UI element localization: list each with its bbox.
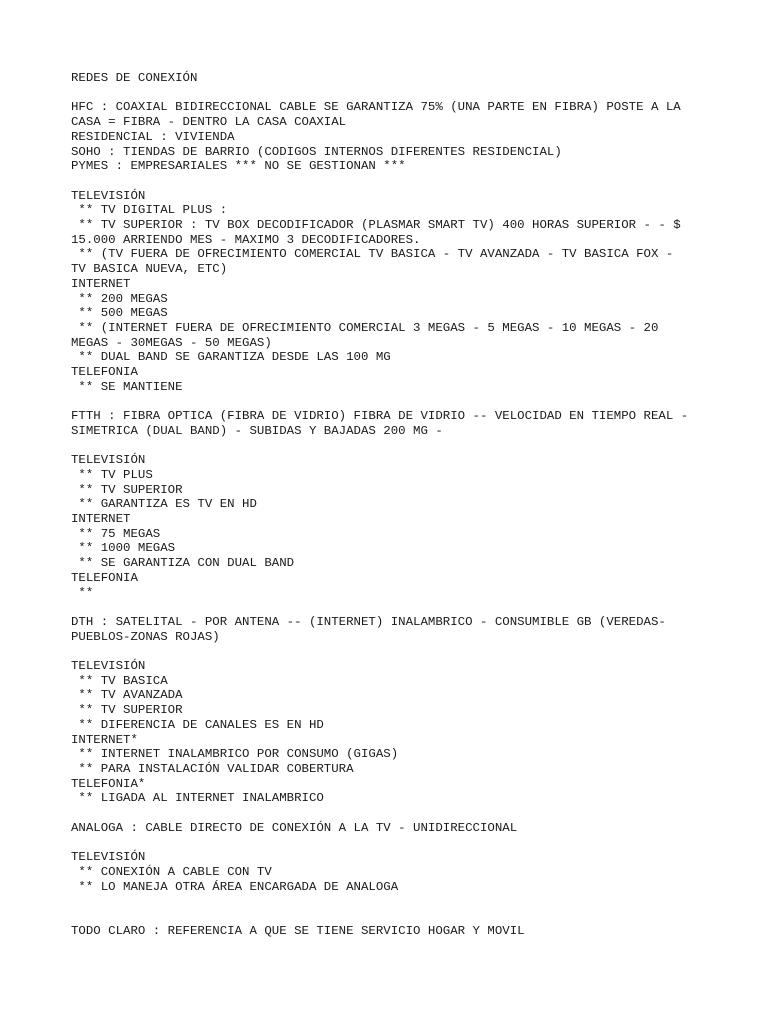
dth-heading-line-1: DTH : SATELITAL - POR ANTENA -- (INTERNET) INALAMBRICO - CONSUMIBLE GB (VEREDAS-: [71, 614, 666, 629]
dth-internet-item: ** PARA INSTALACIÓN VALIDAR COBERTURA: [71, 761, 354, 776]
ftth-internet-item: ** SE GARANTIZA CON DUAL BAND: [71, 556, 295, 571]
hfc-tv-item: ** TV SUPERIOR : TV BOX DECODIFICADOR (PLASMAR SMART TV) 400 HORAS SUPERIOR - - $: [71, 218, 681, 232]
dth-tv-label: TELEVISIÓN: [71, 659, 146, 674]
hfc-segment-pymes: PYMES : EMPRESARIALES *** NO SE GESTIONAN ***: [71, 159, 406, 174]
hfc-telefonia-label: TELEFONIA: [71, 365, 138, 380]
ftth-internet-label: INTERNET: [71, 512, 131, 527]
ftth-heading-line-2: SIMETRICA (DUAL BAND) - SUBIDAS Y BAJADAS 200 MG -: [71, 423, 443, 438]
ftth-tv-item: ** TV PLUS: [71, 467, 153, 482]
section-dth: [71, 615, 711, 806]
dth-internet-label: INTERNET*: [71, 732, 138, 747]
hfc-segment-soho: SOHO : TIENDAS DE BARRIO (CODIGOS INTERNOS DIFERENTES RESIDENCIAL): [71, 144, 562, 159]
ftth-tv-label: TELEVISIÓN: [71, 453, 146, 468]
dth-tv-item: ** DIFERENCIA DE CANALES ES EN HD: [71, 717, 324, 732]
dth-telefonia-label: TELEFONIA*: [71, 776, 146, 791]
hfc-internet-item: ** 200 MEGAS: [71, 291, 168, 306]
hfc-tv-item: ** (TV FUERA DE OFRECIMIENTO COMERCIAL TV BASICA - TV AVANZADA - TV BASICA FOX -: [71, 247, 674, 262]
dth-tv-item: ** TV AVANZADA: [71, 688, 183, 703]
ftth-telefonia-item: **: [71, 585, 94, 600]
hfc-segment-residencial: RESIDENCIAL : VIVIENDA: [71, 129, 235, 144]
spacer: [71, 394, 711, 409]
ftth-tv-item: ** GARANTIZA ES TV EN HD: [71, 497, 257, 512]
hfc-tv-label: TELEVISIÓN: [71, 188, 146, 203]
ftth-internet-item: ** 75 MEGAS: [71, 526, 161, 541]
analoga-tv-item: ** CONEXIÓN A CABLE CON TV: [71, 864, 272, 879]
todo-claro-note: TODO CLARO : REFERENCIA A QUE SE TIENE SERVICIO HOGAR Y MOVIL: [71, 923, 525, 938]
spacer: [71, 806, 711, 821]
spacer: [71, 174, 711, 189]
ftth-tv-item: ** TV SUPERIOR: [71, 482, 183, 497]
hfc-internet-item: MEGAS - 30MEGAS - 50 MEGAS): [71, 335, 272, 350]
spacer: [71, 600, 711, 615]
hfc-heading-line-2: CASA = FIBRA - DENTRO LA CASA COAXIAL: [71, 115, 347, 130]
analoga-heading: ANALOGA : CABLE DIRECTO DE CONEXIÓN A LA TV - UNIDIRECCIONAL: [71, 820, 518, 835]
dth-tv-item: ** TV SUPERIOR: [71, 703, 183, 718]
hfc-internet-label: INTERNET: [71, 276, 131, 291]
hfc-internet-item: ** 500 MEGAS: [71, 306, 168, 321]
hfc-tv-item: 15.000 ARRIENDO MES - MAXIMO 3 DECODIFICADORES.: [71, 232, 421, 247]
hfc-tv-item: ** TV DIGITAL PLUS :: [71, 203, 228, 218]
dth-internet-item: ** INTERNET INALAMBRICO POR CONSUMO (GIGAS): [71, 747, 399, 762]
hfc-tv-item: TV BASICA NUEVA, ETC): [71, 262, 228, 277]
spacer: [71, 835, 711, 850]
analoga-tv-item: ** LO MANEJA OTRA ÁREA ENCARGADA DE ANALOGA: [71, 879, 399, 894]
ftth-internet-item: ** 1000 MEGAS: [71, 541, 176, 556]
dth-heading-line-2: PUEBLOS-ZONAS ROJAS): [71, 629, 220, 644]
section-analoga: [71, 821, 711, 895]
document-title: REDES DE CONEXIÓN: [71, 71, 198, 85]
ftth-telefonia-label: TELEFONIA: [71, 570, 138, 585]
section-ftth: [71, 409, 711, 600]
analoga-tv-label: TELEVISIÓN: [71, 850, 146, 865]
dth-tv-item: ** TV BASICA: [71, 673, 168, 688]
section-hfc: [71, 100, 711, 394]
spacer: [71, 894, 711, 909]
spacer: [71, 644, 711, 659]
spacer: [71, 86, 711, 101]
hfc-telefonia-item: ** SE MANTIENE: [71, 379, 183, 394]
hfc-internet-item: ** (INTERNET FUERA DE OFRECIMIENTO COMERCIAL 3 MEGAS - 5 MEGAS - 10 MEGAS - 20: [71, 320, 659, 335]
ftth-heading-line-1: FTTH : FIBRA OPTICA (FIBRA DE VIDRIO) FIBRA DE VIDRIO -- VELOCIDAD EN TIEMPO REAL -: [71, 409, 689, 424]
hfc-internet-item: ** DUAL BAND SE GARANTIZA DESDE LAS 100 MG: [71, 350, 391, 365]
hfc-heading-line-1: HFC : COAXIAL BIDIRECCIONAL CABLE SE GARANTIZA 75% (UNA PARTE EN FIBRA) POSTE A LA: [71, 100, 681, 115]
spacer: [71, 439, 711, 454]
dth-telefonia-item: ** LIGADA AL INTERNET INALAMBRICO: [71, 791, 324, 806]
document-page: [71, 71, 711, 938]
spacer: [71, 909, 711, 924]
